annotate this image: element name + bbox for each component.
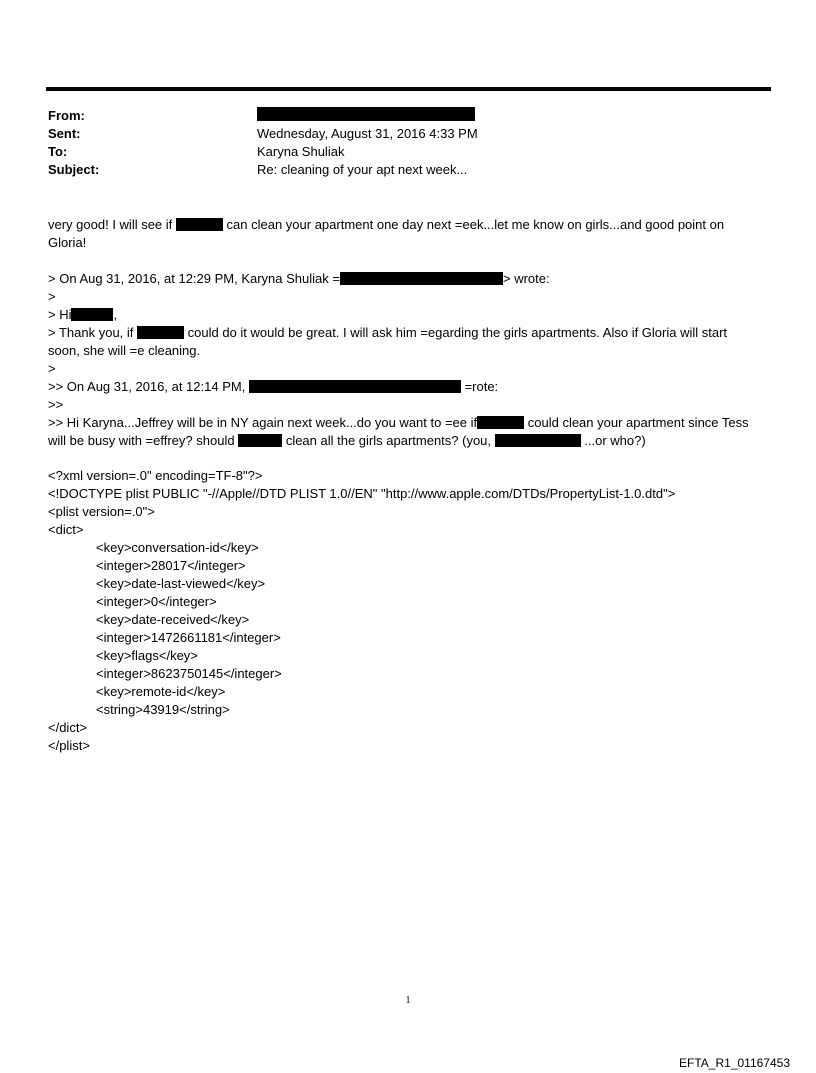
plist-xml: [48, 467, 675, 755]
body-text: clean all the girls apartments? (you,: [285, 433, 492, 448]
body-line: [48, 216, 778, 234]
redaction-box: [340, 272, 503, 285]
quote-line: >>: [48, 397, 64, 412]
quote-line: [48, 306, 778, 324]
redaction-box: [477, 416, 524, 429]
quote-line: soon, she will =e cleaning.: [48, 343, 201, 358]
redaction-box: [249, 380, 461, 393]
body-text: > wrote:: [502, 271, 550, 286]
subject-value: Re: cleaning of your apt next week...: [257, 162, 468, 177]
body-text: > Thank you, if: [48, 325, 134, 340]
sent-value: Wednesday, August 31, 2016 4:33 PM: [257, 126, 478, 141]
redaction-box: [257, 107, 475, 121]
quote-line: [48, 378, 778, 396]
xml-line: <integer>28017</integer>: [96, 558, 246, 573]
xml-line: <dict>: [48, 522, 84, 537]
body-text: > On Aug 31, 2016, at 12:29 PM, Karyna Shuliak =: [48, 271, 340, 286]
subject-label: Subject:: [48, 162, 100, 177]
body-text: > Hi: [48, 307, 72, 322]
body-text: >> On Aug 31, 2016, at 12:14 PM,: [48, 379, 246, 394]
quote-line: >: [48, 289, 56, 304]
redaction-box: [495, 434, 581, 447]
quote-line: >: [48, 361, 56, 376]
to-value: Karyna Shuliak: [257, 144, 345, 159]
redaction-box: [71, 308, 113, 321]
xml-line: <integer>8623750145</integer>: [96, 666, 282, 681]
body-text: =rote:: [464, 379, 499, 394]
xml-line: <plist version=.0">: [48, 504, 155, 519]
body-text: very good! I will see if: [48, 217, 173, 232]
quote-line: [48, 432, 778, 450]
from-value: [257, 107, 475, 122]
redaction-box: [137, 326, 184, 339]
xml-line: <key>flags</key>: [96, 648, 198, 663]
xml-line: <!DOCTYPE plist PUBLIC "-//Apple//DTD PLIST 1.0//EN" "http://www.apple.com/DTDs/PropertyList-1.0.dtd">: [48, 486, 676, 501]
xml-line: <key>date-received</key>: [96, 612, 250, 627]
body-text: will be busy with =effrey? should: [48, 433, 235, 448]
spacer: [48, 252, 778, 270]
xml-line: <integer>0</integer>: [96, 594, 217, 609]
body-text: ...or who?): [584, 433, 646, 448]
xml-line: <?xml version=.0" encoding=TF-8"?>: [48, 468, 263, 483]
bates-number: EFTA_R1_01167453: [679, 1056, 790, 1070]
xml-line: </dict>: [48, 720, 88, 735]
xml-line: <string>43919</string>: [96, 702, 230, 717]
quote-line: [48, 414, 778, 432]
body-text: ,: [113, 307, 118, 322]
header-rule: [46, 87, 771, 91]
body-line: Gloria!: [48, 235, 87, 250]
body-text: >> Hi Karyna...Jeffrey will be in NY again next week...do you want to =ee if: [48, 415, 478, 430]
page-number: 1: [405, 995, 411, 1006]
xml-line: <key>remote-id</key>: [96, 684, 226, 699]
body-text: could clean your apartment since Tess: [527, 415, 749, 430]
sent-label: Sent:: [48, 126, 81, 141]
body-text: can clean your apartment one day next =eek...let me know on girls...and good point on: [226, 217, 725, 232]
redaction-box: [238, 434, 282, 447]
to-label: To:: [48, 144, 68, 159]
quote-line: [48, 270, 778, 288]
quote-line: [48, 324, 778, 342]
redaction-box: [176, 218, 223, 231]
xml-line: <key>date-last-viewed</key>: [96, 576, 266, 591]
xml-line: <integer>1472661181</integer>: [96, 630, 281, 645]
body-text: could do it would be great. I will ask him =egarding the girls apartments. Also if Gloria will start: [187, 325, 728, 340]
xml-line: </plist>: [48, 738, 90, 753]
xml-line: <key>conversation-id</key>: [96, 540, 259, 555]
email-body: [48, 216, 778, 450]
from-label: From:: [48, 108, 85, 123]
